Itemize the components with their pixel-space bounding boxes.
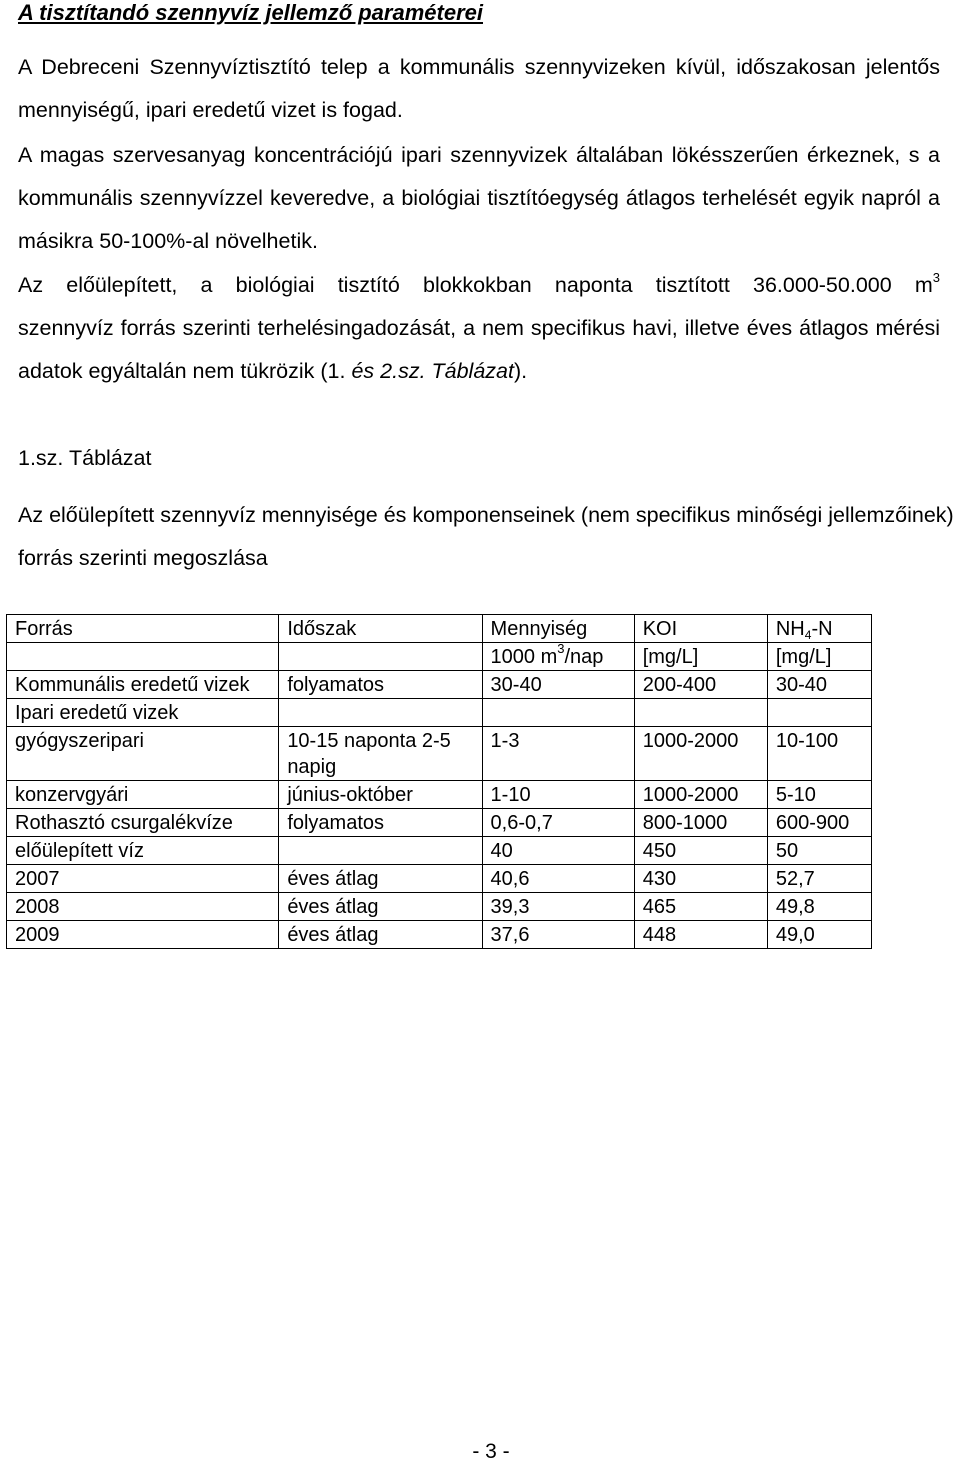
- table-caption-label: 1.sz. Táblázat: [18, 446, 152, 470]
- table-cell: éves átlag: [279, 893, 482, 921]
- unit-cell: [279, 643, 482, 671]
- unit-cell: 1000 $m^3$/nap: [482, 643, 634, 671]
- table-cell: előülepített víz: [7, 837, 279, 865]
- table-cell: gyógyszeripari: [7, 727, 279, 781]
- table-cell: [767, 699, 871, 727]
- table-cell: 30-40: [767, 671, 871, 699]
- table-cell: Ipari eredetű vizek: [7, 699, 279, 727]
- table-cell: 430: [634, 865, 767, 893]
- header-cell: $NH_4-N$: [767, 615, 871, 643]
- table-row: [7, 921, 872, 949]
- table-cell: 2009: [7, 921, 279, 949]
- table-cell: 10-100: [767, 727, 871, 781]
- unit-cell: [mg/L]: [767, 643, 871, 671]
- table-cell: 30-40: [482, 671, 634, 699]
- table-cell: 1000-2000: [634, 727, 767, 781]
- table-cell: 10-15 naponta 2-5 napig: [279, 727, 482, 781]
- table-cell: 1-3: [482, 727, 634, 781]
- table-header-row: [7, 615, 872, 643]
- table-unit-row: [7, 643, 872, 671]
- table-cell: 0,6-0,7: [482, 809, 634, 837]
- table-cell: 448: [634, 921, 767, 949]
- table-cell: 1000-2000: [634, 781, 767, 809]
- table-cell: 49,0: [767, 921, 871, 949]
- table-cell: [482, 699, 634, 727]
- table-row: [7, 809, 872, 837]
- unit-cell: [7, 643, 279, 671]
- table-cell: 465: [634, 893, 767, 921]
- paragraph-load-fluctuation: [18, 264, 940, 393]
- table-row: [7, 781, 872, 809]
- table-cell: 2008: [7, 893, 279, 921]
- paragraph-line-1: Az előülepített, a biológiai tisztító blokkokban naponta tisztított 36.000-50.000 $m^3$: [18, 270, 940, 297]
- table-cell: 37,6: [482, 921, 634, 949]
- page-number: - 3 -: [472, 1440, 510, 1463]
- table-row: [7, 865, 872, 893]
- table-cell: 450: [634, 837, 767, 865]
- table-cell: [279, 699, 482, 727]
- table-row: [7, 671, 872, 699]
- table-cell: 800-1000: [634, 809, 767, 837]
- header-cell: KOI: [634, 615, 767, 643]
- table-cell: [279, 837, 482, 865]
- paragraph-intro: A Debreceni Szennyvíztisztító telep a kommunális szennyvizeken kívül, időszakosan jelentős mennyiségű, ipari eredetű vizet is fogad.: [18, 55, 940, 122]
- table-cell: 1-10: [482, 781, 634, 809]
- table-cell: konzervgyári: [7, 781, 279, 809]
- table-cell: 40: [482, 837, 634, 865]
- table-cell: 5-10: [767, 781, 871, 809]
- table-cell: éves átlag: [279, 865, 482, 893]
- table-row: [7, 837, 872, 865]
- unit-cell: [mg/L]: [634, 643, 767, 671]
- table-row: [7, 727, 872, 781]
- paragraph-line-rest: szennyvíz forrás szerinti terhelésingadozását, a nem specifikus havi, illetve éves átlagos mérési adatok egyáltalán nem tükrözik (1. és 2.sz. Táblázat).: [18, 316, 940, 383]
- table-cell: Kommunális eredetű vizek: [7, 671, 279, 699]
- table-cell: 49,8: [767, 893, 871, 921]
- table-row: [7, 699, 872, 727]
- page-title: A tisztítandó szennyvíz jellemző paraméterei: [18, 0, 483, 25]
- table-caption-description: Az előülepített szennyvíz mennyisége és komponenseinek (nem specifikus minőségi jellemzőinek) forrás szerinti megoszlása: [18, 503, 954, 570]
- header-cell: Mennyiség: [482, 615, 634, 643]
- table-cell: éves átlag: [279, 921, 482, 949]
- table-cell: 40,6: [482, 865, 634, 893]
- table-cell: június-október: [279, 781, 482, 809]
- table-cell: Rothasztó csurgalékvíze: [7, 809, 279, 837]
- table-cell: folyamatos: [279, 671, 482, 699]
- table-cell: 52,7: [767, 865, 871, 893]
- header-cell: Időszak: [279, 615, 482, 643]
- table-cell: folyamatos: [279, 809, 482, 837]
- table-row: [7, 893, 872, 921]
- table-cell: 200-400: [634, 671, 767, 699]
- table-cell: 2007: [7, 865, 279, 893]
- header-cell: Forrás: [7, 615, 279, 643]
- wastewater-components-table: [6, 614, 872, 949]
- paragraph-industrial-load: A magas szervesanyag koncentrációjú ipari szennyvizek általában lökésszerűen érkeznek, s a kommunális szennyvízzel keveredve, a biológiai tisztítóegység átlagos terhelését egyik napról a másikra 50-100%-al növelhetik.: [18, 143, 940, 253]
- table-cell: [634, 699, 767, 727]
- table-cell: 600-900: [767, 809, 871, 837]
- table-cell: 50: [767, 837, 871, 865]
- table-cell: 39,3: [482, 893, 634, 921]
